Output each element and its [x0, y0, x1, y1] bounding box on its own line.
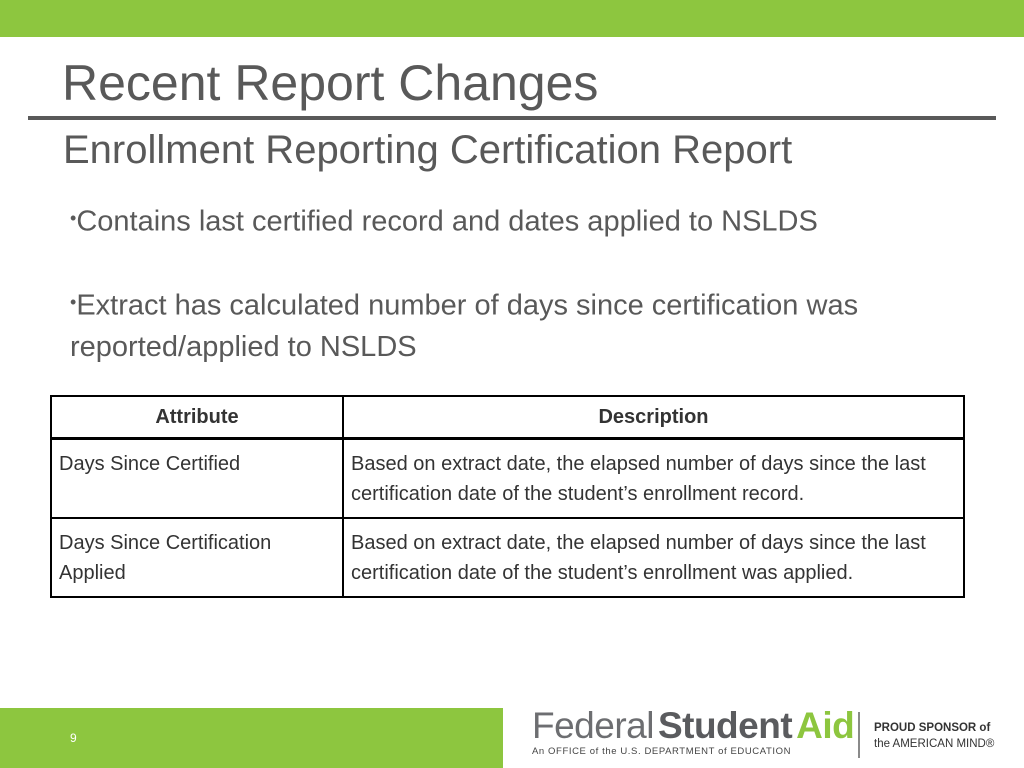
bullet-marker: • [70, 208, 77, 228]
bullet-text: Extract has calculated number of days since certification was reported/applied to NSLDS [70, 289, 859, 363]
federal-student-aid-logo [532, 707, 854, 757]
bullet-item [70, 282, 970, 367]
bullet-item [70, 198, 970, 242]
bullet-list [70, 198, 970, 408]
logo-student-text: Student [657, 705, 793, 746]
slide-subtitle: Enrollment Reporting Certification Report [63, 128, 793, 172]
attribute-cell: Days Since Certified [51, 439, 343, 519]
bullet-text: Contains last certified record and dates applied to NSLDS [76, 205, 818, 238]
logo-tagline: An OFFICE of the U.S. DEPARTMENT of EDUCATION [532, 746, 792, 757]
column-header-attribute: Attribute [51, 396, 343, 439]
footer-divider [858, 712, 860, 758]
attribute-cell: Days Since Certification Applied [51, 518, 343, 597]
table-header-row [51, 396, 964, 439]
table-row [51, 518, 964, 597]
bullet-marker: • [70, 292, 77, 313]
sponsor-text [874, 720, 994, 752]
slide-title: Recent Report Changes [62, 55, 599, 111]
page-number: 9 [70, 731, 77, 745]
top-accent-bar [0, 0, 1024, 37]
title-divider [28, 116, 996, 120]
description-cell: Based on extract date, the elapsed number of days since the last certification date of the student’s enrollment record. [343, 439, 964, 519]
attribute-table [50, 395, 965, 598]
logo-federal-text: Federal [532, 705, 654, 746]
column-header-description: Description [343, 396, 964, 439]
logo-aid-text: Aid [796, 705, 855, 746]
table-row [51, 439, 964, 519]
sponsor-line-1: PROUD SPONSOR of [874, 722, 991, 734]
description-cell: Based on extract date, the elapsed number of days since the last certification date of the student’s enrollment was applied. [343, 518, 964, 597]
sponsor-line-2: the AMERICAN MIND® [874, 738, 995, 750]
